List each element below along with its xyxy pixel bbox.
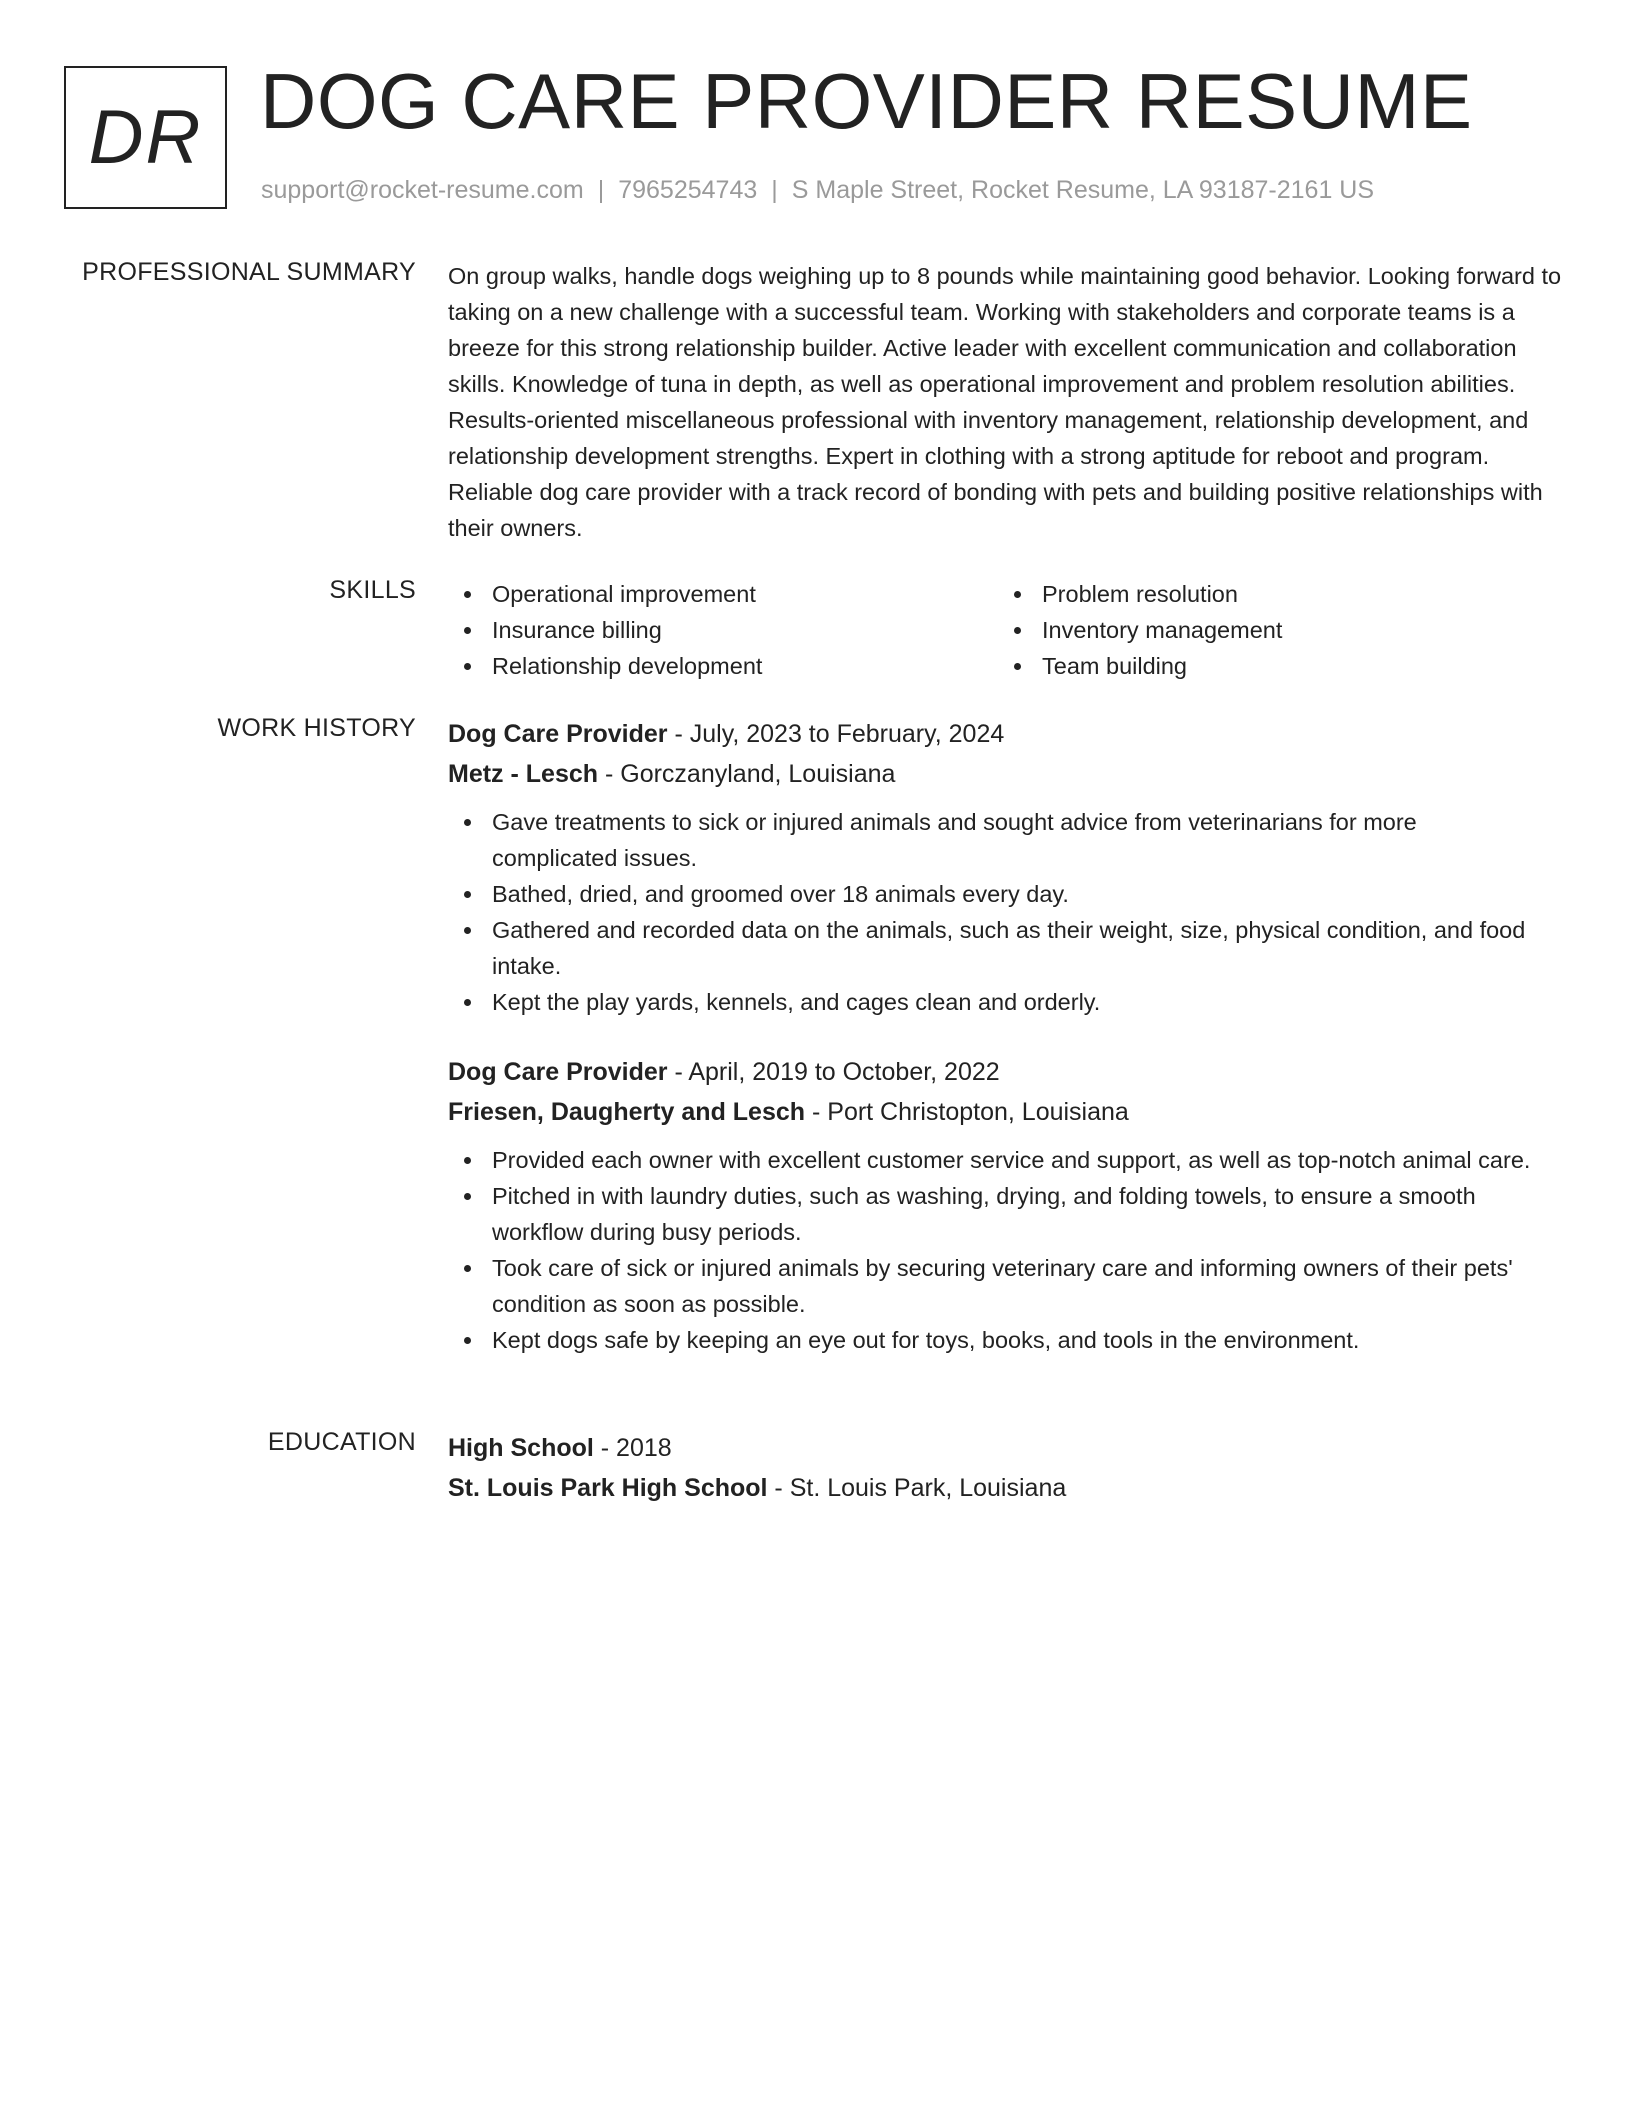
job-company-line xyxy=(448,754,1568,794)
education-degree: High School xyxy=(448,1434,594,1462)
job-bullets xyxy=(448,1142,1568,1358)
job-title-line xyxy=(448,1052,1568,1092)
skills-list-left xyxy=(448,576,998,684)
contact-email: support@rocket-resume.com xyxy=(261,176,584,204)
summary-text: On group walks, handle dogs weighing up to 8 pounds while maintaining good behavior. Looking forward to taking on a new challenge with a successful team. Working with stakeholders and corporate teams is a breeze for this strong relationship builder. Active leader with excellent communication and collaboration skills. Knowledge of tuna in depth, as well as operational improvement and problem resolution abilities. Results-oriented miscellaneous professional with inventory management, relationship development, and relationship development strengths. Expert in clothing with a strong aptitude for reboot and program. Reliable dog care provider with a track record of bonding with pets and building positive relationships with their owners. xyxy=(448,263,1562,541)
job-company: Metz - Lesch xyxy=(448,760,599,788)
section-heading-education: EDUCATION xyxy=(267,1428,416,1456)
job-bullet: Bathed, dried, and groomed over 18 animals every day. xyxy=(448,876,1568,912)
job-dates: - July, 2023 to February, 2024 xyxy=(667,720,1005,748)
education-school-line xyxy=(448,1468,1568,1508)
job-company-line xyxy=(448,1092,1568,1132)
job-company: Friesen, Daugherty and Lesch xyxy=(448,1098,806,1126)
job-title: Dog Care Provider xyxy=(448,720,668,748)
skills-grid xyxy=(448,576,1568,684)
job-bullet: Kept the play yards, kennels, and cages clean and orderly. xyxy=(448,984,1568,1020)
contact-address: S Maple Street, Rocket Resume, LA 93187-2161 US xyxy=(791,176,1375,204)
skill-item: Problem resolution xyxy=(998,576,1548,612)
section-heading-summary: PROFESSIONAL SUMMARY xyxy=(82,258,416,286)
skill-item: Relationship development xyxy=(448,648,998,684)
job-entry xyxy=(448,1052,1568,1358)
job-bullet: Pitched in with laundry duties, such as washing, drying, and folding towels, to ensure a smooth workflow during busy periods. xyxy=(448,1178,1568,1250)
contact-separator: | xyxy=(771,176,778,204)
section-heading-work-history: WORK HISTORY xyxy=(217,714,416,742)
job-bullet: Gathered and recorded data on the animals, such as their weight, size, physical condition, and food intake. xyxy=(448,912,1568,984)
education-degree-line xyxy=(448,1428,1568,1468)
job-location: - Gorczanyland, Louisiana xyxy=(598,760,896,788)
education-location: - St. Louis Park, Louisiana xyxy=(767,1474,1067,1502)
job-bullet: Gave treatments to sick or injured animals and sought advice from veterinarians for more complicated issues. xyxy=(448,804,1568,876)
job-location: - Port Christopton, Louisiana xyxy=(805,1098,1129,1126)
job-bullets xyxy=(448,804,1568,1020)
skill-item: Insurance billing xyxy=(448,612,998,648)
skill-item: Team building xyxy=(998,648,1548,684)
resume-title: DOG CARE PROVIDER RESUME xyxy=(260,57,1473,145)
skills-list-right xyxy=(998,576,1548,684)
section-heading-skills: SKILLS xyxy=(329,576,416,604)
job-bullet: Provided each owner with excellent customer service and support, as well as top-notch animal care. xyxy=(448,1142,1568,1178)
job-bullet: Kept dogs safe by keeping an eye out for toys, books, and tools in the environment. xyxy=(448,1322,1568,1358)
job-title-line xyxy=(448,714,1568,754)
skill-item: Inventory management xyxy=(998,612,1548,648)
skill-item: Operational improvement xyxy=(448,576,998,612)
job-bullet: Took care of sick or injured animals by securing veterinary care and informing owners of their pets' condition as soon as possible. xyxy=(448,1250,1568,1322)
education-school: St. Louis Park High School xyxy=(448,1474,768,1502)
education-year: - 2018 xyxy=(593,1434,672,1462)
contact-separator: | xyxy=(597,176,605,204)
contact-phone: 7965254743 xyxy=(618,176,758,204)
job-dates: - April, 2019 to October, 2022 xyxy=(667,1058,1000,1086)
monogram-logo: DR xyxy=(64,66,227,209)
job-entry xyxy=(448,714,1568,1020)
contact-line xyxy=(261,176,1374,205)
job-title: Dog Care Provider xyxy=(448,1058,668,1086)
